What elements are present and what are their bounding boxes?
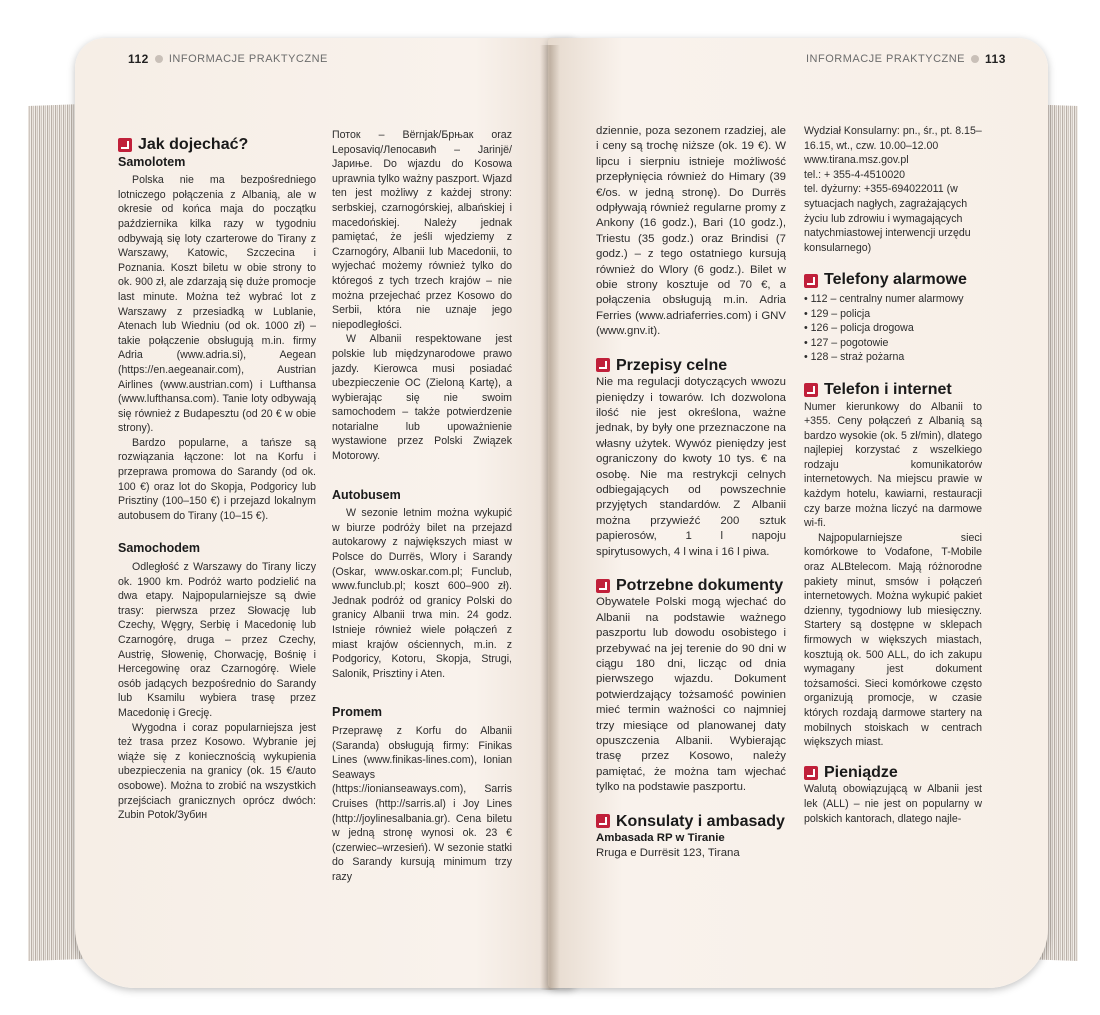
left-page-number: 112 (128, 52, 149, 66)
section-title-konsulaty: Konsulaty i ambasady (616, 812, 785, 830)
left-running-head-text: INFORMACJE PRAKTYCZNE (168, 53, 328, 65)
section-heading (596, 578, 786, 593)
embassy-name: Ambasada RP w Tiranie (596, 832, 725, 845)
section-title-telefony-alarmowe: Telefony alarmowe (824, 271, 967, 289)
subheading-promem: Promem (332, 705, 383, 720)
right-running-head (806, 52, 1006, 66)
phone-text: tel.: + 355-4-4510020 (804, 168, 906, 181)
subheading-samochodem: Samochodem (118, 541, 200, 556)
paragraph: Odległość z Warszawy do Tirany liczy ok. 1900 km. Podróż warto podzielić na dwa etapy. Najpopularniejsze są dwie trasy: pierwsza przez Słowację lub Czechy, Węgry, Serbię i Macedonię lub Czarnogórę, druga – przez Czechy, Austrię, Słowenię, Chorwację, Bośnię i Hercegowinę oraz Czarnogórę. Wiele osób jadących bezpośrednio do Sarandy lub Ksamilu wybiera trasę przez Macedonię i Grecję. (118, 561, 316, 719)
paragraph: W Albanii respektowane jest polskie lub międzynarodowe prawo jazdy. Kierowca musi posiadać ubezpieczenie OC (Zieloną Kartę), a wybierając się nie swoim samochodem – także potwierdzenie notarialne lub upoważnienie wystawione przez Polski Związek Motorowy. (332, 333, 512, 463)
right-page-number: 113 (985, 52, 1006, 66)
arrow-marker-icon (804, 766, 818, 780)
list-item: • 126 – policja drogowa (804, 321, 982, 336)
emergency-numbers-list (804, 292, 982, 365)
section-title-telefon-internet: Telefon i internet (824, 380, 952, 398)
section-heading (118, 138, 316, 153)
left-page-column-1 (118, 138, 316, 823)
list-item: • 128 – straż pożarna (804, 350, 982, 365)
paragraph: Wydział Konsularny: pn., śr., pt. 8.15–16.15, wt., czw. 10.00–12.00 (804, 125, 982, 152)
website-text: www.tirana.msz.gov.pl (804, 154, 909, 167)
embassy-address: Rruga e Durrësit 123, Tirana (596, 847, 740, 860)
paragraph: Walutą obowiązującą w Albanii jest lek (ALL) – nie jest on popularny w polskich kantorach, dlatego najle- (804, 783, 982, 825)
arrow-marker-icon (596, 814, 610, 828)
paragraph: Obywatele Polski mogą wjechać do Albanii na podstawie ważnego paszportu lub dowodu osobistego i przebywać na jej terenie do 90 dni w ciągu 180 dni, licząc od dnia pierwszego wjazdu. Dokument potwierdzający tożsamość powinien mieć termin ważności co najmniej trzy miesiące od planowanej daty opuszczenia Albanii. Wybierając trasę przez Kosowo, należy pamiętać, że można tam wjechać tylko na podstawie paszportu. (596, 596, 786, 794)
paragraph: Polska nie ma bezpośredniego lotniczego połączenia z Albanią, ale w okresie od końca maja do początku października kilka razy w tygodniu odbywają się loty czarterowe do Tirany z Warszawy, Katowic, Szczecina i Poznania. Koszt biletu w obie strony to ok. 900 zł, ale zdarzają się duże promocje last minute. Można też wybrać lot z Warszawy z przesiadką w Lublanie, Atenach lub Wiedniu (od ok. 1000 zł) – takie połączenie obsługują m.in. firmy Adria (www.adria.si), Aegean (https://en.aegeanair.com), Austrian Airlines (www.austrian.com) i Lufthansa (www.lufthansa.com). Tanie loty odbywają się również z Budapesztu (od 20 € w obie strony). (118, 174, 316, 435)
arrow-marker-icon (596, 358, 610, 372)
arrow-marker-icon (804, 274, 818, 288)
paragraph: Nie ma regulacji dotyczących wwozu pieniędzy i towarów. Ich dozwolona ilość nie jest określona, ważne jednak, by były one przeznaczone na własny użytek. Wywóz pieniędzy jest ograniczony do kwoty 10 tys. € na osobę. Nie ma restrykcji celnych odbiegających od powszechnie przyjętych standardów. Z Albanii można przywieźć 200 sztuk papierosów, 1 l napoju spirytusowych, 4 l wina i 16 l piwa. (596, 376, 786, 558)
section-title-przepisy-celne: Przepisy celne (616, 356, 728, 374)
arrow-marker-icon (596, 579, 610, 593)
paragraph: Najpopularniejsze sieci komórkowe to Vodafone, T-Mobile oraz ALBtelecom. Mają różnorodne pakiety minut, smsów i połączeń internetowych. Można wykupić pakiet dzienny, tygodniowy lub miesięczny. Startery są dostępne w sklepach firmowych w większych miastach, kosztują ok. 500 ALL, do ich zakupu wymagany jest dokument tożsamości. Sieci komórkowe często organizują promocje, w czasie których rozdają darmowe startery na mobilnych stoiskach w centrach większych miast. (804, 531, 982, 749)
paragraph: Поток – Bërnjak/Брњак oraz Leposaviq/Лепосавић – Jarinjë/Јариње. Do wjazdu do Kosowa uprawnia tylko ważny paszport. Wjazd ten jest możliwy z każdej strony: serbskiej, czarnogórskiej, albańskiej i macedońskiej. Należy jednak pamiętać, że jeśli wjedziemy z Czarnogóry, Albanii lub Macedonii, to wyjechać możemy również tylko do któregoś z tych trzech krajów – nie można przejechać przez Kosowo do Serbii, która nie uznaje jego niepodległości. (332, 129, 512, 331)
list-item: • 127 – pogotowie (804, 336, 982, 351)
subheading-samolotem: Samolotem (118, 154, 186, 169)
paragraph: W sezonie letnim można wykupić w biurze podróży bilet na przejazd autokarowy z największych miast w Polsce do Durrës, Wlory i Sarandy (Oskar, www.oskar.com.pl; Funclub, www.funclub.pl; koszt 600–900 zł). Jednak podróż od granicy Polski do granicy Albanii trwa min. 24 godz. Istnieje również wiele połączeń z miast krajów ościennych, m.in. z Podgoricy, Kotoru, Skopja, Strugi, Salonik, Prisztiny i Aten. (332, 507, 512, 680)
paragraph: Bardzo popularne, a tańsze są rozwiązania łączone: lot na Korfu i przeprawa promowa do Sarandy (od ok. 100 €) oraz lot do Skopja, Podgoricy lub Prisztiny (100–150 €) i przejazd lokalnym autobusem do Tirany (10–15 €). (118, 436, 316, 522)
section-heading (804, 380, 982, 398)
section-title-jak-dojechac: Jak dojechać? (138, 136, 249, 153)
arrow-marker-icon (804, 383, 818, 397)
bullet-dot-icon (971, 55, 979, 63)
list-item: • 129 – policja (804, 307, 982, 322)
bullet-dot-icon (155, 55, 163, 63)
arrow-marker-icon (118, 138, 132, 152)
paragraph: dziennie, poza sezonem rzadziej, ale i ceny są trochę niższe (ok. 19 €). W lipcu i sierpniu istnieje możliwość przepłynięcia również do Himary (39 €/os. w jedną stronę). Do Durrës odpływają również regularne promy z Ankony (16 godz.), Bari (10 godz.), Triestu (35 godz.) oraz Brindisi (7 godz.) – z tego ostatniego kursują również do Wlory (6 godz.). Bilet w obie strony kosztuje od 70 €, a połączenia obsługują m.in. Adria Ferries (www.adriaferries.com) i GNV (www.gnv.it). (596, 125, 786, 338)
right-running-head-text: INFORMACJE PRAKTYCZNE (806, 53, 966, 65)
paragraph: Wygodna i coraz popularniejsza jest też trasa przez Kosowo. Wybranie jej wiąże się z koniecznością wykupienia ubezpieczenia na granicy (ok. 15 €/auto osobowe). Można to zrobić na wszystkich przejściach granicznych oprócz dwóch: Zubin Potok/Зубин (118, 721, 316, 822)
left-running-head (128, 52, 328, 66)
section-heading (596, 358, 786, 373)
right-page-column-2 (804, 124, 982, 826)
book-gutter (540, 45, 560, 990)
section-title-potrzebne-dokumenty: Potrzebne dokumenty (616, 576, 784, 594)
section-heading (804, 273, 982, 288)
paragraph: Numer kierunkowy do Albanii to +355. Ceny połączeń z Albanią są bardzo wysokie (ok. 5 zł/min), dlatego najlepiej korzystać z wszelkiego rodzaju komunikatorów internetowych. Na miejscu prawie w każdym hotelu, kawiarni, restauracji czy barze można liczyć na darmowe wi-fi. (804, 400, 982, 530)
section-heading (804, 763, 982, 781)
list-item: • 112 – centralny numer alarmowy (804, 292, 982, 307)
left-page-column-2 (332, 128, 512, 885)
paragraph: tel. dyżurny: +355-694022011 (w sytuacjach nagłych, zagrażających życiu lub zdrowiu i wymagających natychmiastowej interwencji urzędu konsularnego) (804, 183, 971, 254)
right-page-column-1 (596, 124, 786, 862)
subheading-autobusem: Autobusem (332, 487, 401, 502)
section-heading (596, 814, 786, 829)
paragraph: Przeprawę z Korfu do Albanii (Saranda) obsługują firmy: Finikas Lines (www.finikas-lines.com), Ionian Seaways (https://ionianseaways.com), Sarris Cruises (http://sarris.al) i Joy Lines (http://joylinesalbania.gr). Cena biletu w jedną stronę wynosi ok. 23 € (czerwiec–wrzesień). W sezonie statki do Sarandy kursują minimum trzy razy (332, 724, 512, 883)
section-title-pieniadze: Pieniądze (824, 763, 898, 781)
